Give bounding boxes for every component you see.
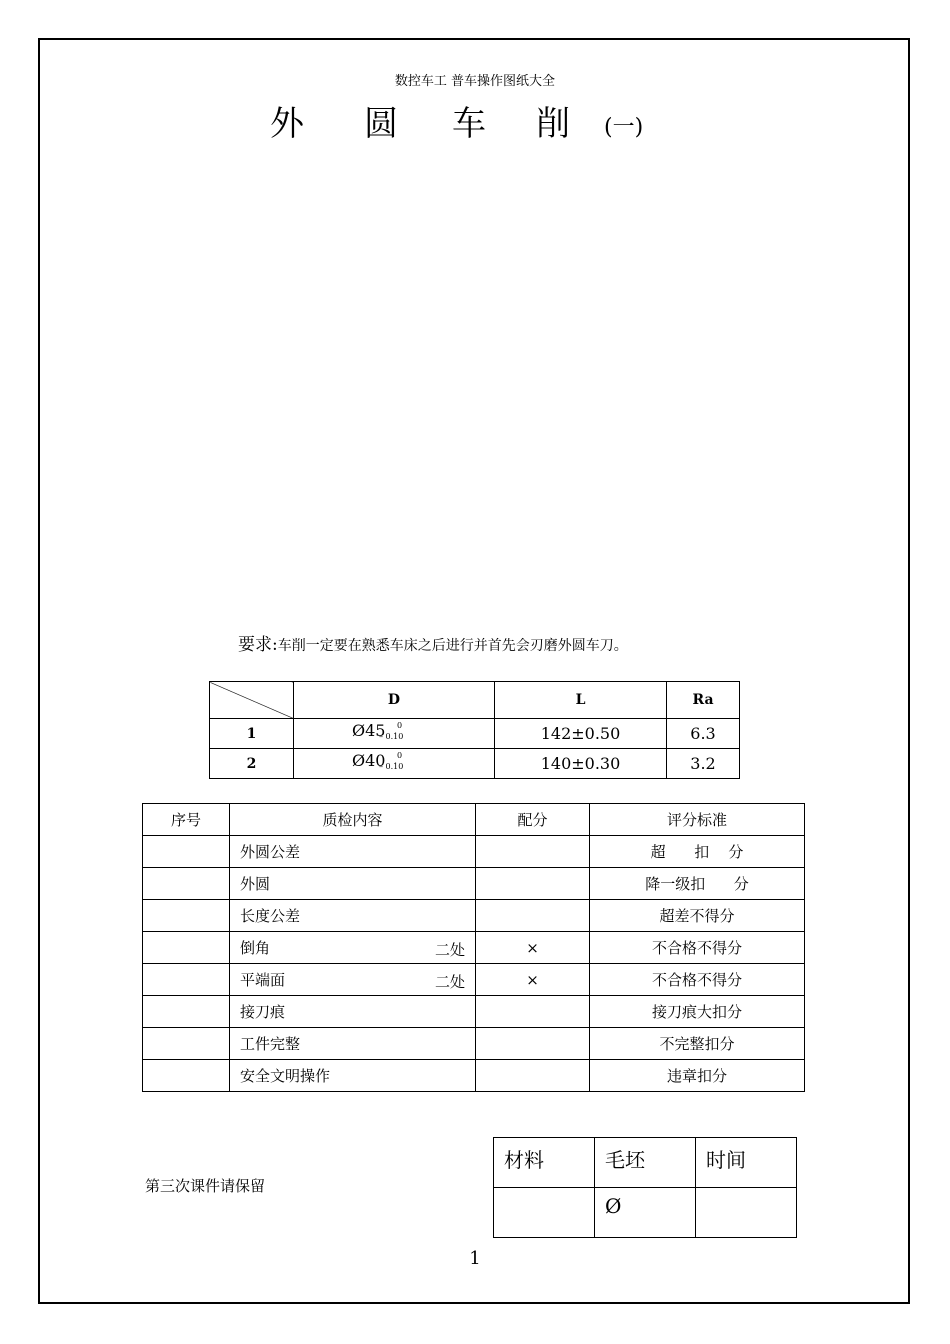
serial-cell xyxy=(143,996,230,1028)
dimension-header-row xyxy=(210,682,740,719)
content-cell xyxy=(230,996,476,1028)
score-cell: × xyxy=(476,964,590,996)
header-score: 配分 xyxy=(476,804,590,836)
row-number: 1 xyxy=(210,719,294,749)
standard-cell: 不完整扣分 xyxy=(590,1028,805,1060)
row-number: 2 xyxy=(210,749,294,779)
diameter-tolerance xyxy=(379,720,403,742)
serial-cell xyxy=(143,900,230,932)
title-char-3: 车 xyxy=(452,104,486,144)
serial-cell xyxy=(143,964,230,996)
requirement-text xyxy=(238,630,628,655)
length-value: 142±0.50 xyxy=(495,719,667,749)
quality-check-table xyxy=(142,803,805,1092)
page-border xyxy=(38,38,910,1304)
serial-cell xyxy=(143,868,230,900)
header-blank: 毛坯 xyxy=(595,1138,696,1188)
score-cell xyxy=(476,1060,590,1092)
score-cell xyxy=(476,1028,590,1060)
serial-cell xyxy=(143,1028,230,1060)
content-text: 倒角 xyxy=(240,939,271,957)
content-text: 接刀痕 xyxy=(240,1003,286,1021)
title-char-2: 圆 xyxy=(364,104,398,144)
serial-cell xyxy=(143,932,230,964)
tolerance-lower: – 0.10 xyxy=(379,762,404,771)
content-note: 二处 xyxy=(434,941,465,959)
header-serial: 序号 xyxy=(143,804,230,836)
standard-cell: 超差不得分 xyxy=(590,900,805,932)
content-cell xyxy=(230,1060,476,1092)
content-text: 平端面 xyxy=(240,971,286,989)
requirement-label: 要求: xyxy=(238,635,278,655)
diameter-tolerance xyxy=(379,750,403,772)
header-content: 质检内容 xyxy=(230,804,476,836)
tolerance-lower: – 0.10 xyxy=(379,732,404,741)
content-cell xyxy=(230,1028,476,1060)
content-cell xyxy=(230,836,476,868)
standard-cell: 不合格不得分 xyxy=(590,964,805,996)
header-standard: 评分标准 xyxy=(590,804,805,836)
header-ra: Ra xyxy=(667,682,740,719)
retain-note: 第三次课件请保留 xyxy=(145,1177,266,1195)
quality-row xyxy=(143,868,805,900)
time-value xyxy=(696,1188,797,1238)
material-header-row xyxy=(494,1138,797,1188)
quality-row xyxy=(143,836,805,868)
quality-header-row xyxy=(143,804,805,836)
ra-value: 3.2 xyxy=(667,749,740,779)
material-table xyxy=(493,1137,797,1238)
quality-row xyxy=(143,1060,805,1092)
header-material: 材料 xyxy=(494,1138,595,1188)
dimension-row xyxy=(210,719,740,749)
quality-row xyxy=(143,996,805,1028)
content-text: 长度公差 xyxy=(240,907,301,925)
material-value xyxy=(494,1188,595,1238)
diameter-cell xyxy=(294,719,495,749)
content-note: 二处 xyxy=(434,973,465,991)
diameter-value: Ø40 xyxy=(352,751,386,770)
serial-cell xyxy=(143,836,230,868)
score-cell xyxy=(476,996,590,1028)
standard-cell: 不合格不得分 xyxy=(590,932,805,964)
diagonal-header-cell xyxy=(210,682,294,719)
header-d: D xyxy=(294,682,495,719)
requirement-body: 车削一定要在熟悉车床之后进行并首先会刃磨外圆车刀。 xyxy=(277,638,628,654)
material-value-row xyxy=(494,1188,797,1238)
content-cell xyxy=(230,900,476,932)
title-paren: (一) xyxy=(604,115,644,140)
dimension-table xyxy=(209,681,740,779)
quality-row xyxy=(143,900,805,932)
standard-cell: 降一级扣 分 xyxy=(590,868,805,900)
standard-cell: 超 扣 分 xyxy=(590,836,805,868)
header-time: 时间 xyxy=(696,1138,797,1188)
blank-value: Ø xyxy=(595,1188,696,1238)
page-number: 1 xyxy=(469,1248,481,1269)
content-text: 外圆公差 xyxy=(240,843,301,861)
tolerance-upper: 0 xyxy=(397,751,403,760)
score-cell: × xyxy=(476,932,590,964)
serial-cell xyxy=(143,1060,230,1092)
score-cell xyxy=(476,868,590,900)
diameter-value: Ø45 xyxy=(352,721,386,740)
content-cell xyxy=(230,932,476,964)
document-subtitle: 数控车工 普车操作图纸大全 xyxy=(394,74,556,89)
length-value: 140±0.30 xyxy=(495,749,667,779)
quality-row xyxy=(143,932,805,964)
dimension-row xyxy=(210,749,740,779)
score-cell xyxy=(476,900,590,932)
header-l: L xyxy=(495,682,667,719)
content-cell xyxy=(230,964,476,996)
quality-row xyxy=(143,1028,805,1060)
content-text: 外圆 xyxy=(240,875,271,893)
content-text: 安全文明操作 xyxy=(240,1067,331,1085)
standard-cell: 接刀痕大扣分 xyxy=(590,996,805,1028)
standard-cell: 违章扣分 xyxy=(590,1060,805,1092)
score-cell xyxy=(476,836,590,868)
title-char-1: 外 xyxy=(270,104,304,144)
diameter-cell xyxy=(294,749,495,779)
content-text: 工件完整 xyxy=(240,1035,301,1053)
tolerance-upper: 0 xyxy=(397,721,403,730)
content-cell xyxy=(230,868,476,900)
ra-value: 6.3 xyxy=(667,719,740,749)
quality-row xyxy=(143,964,805,996)
title-char-4: 削 xyxy=(536,104,570,144)
